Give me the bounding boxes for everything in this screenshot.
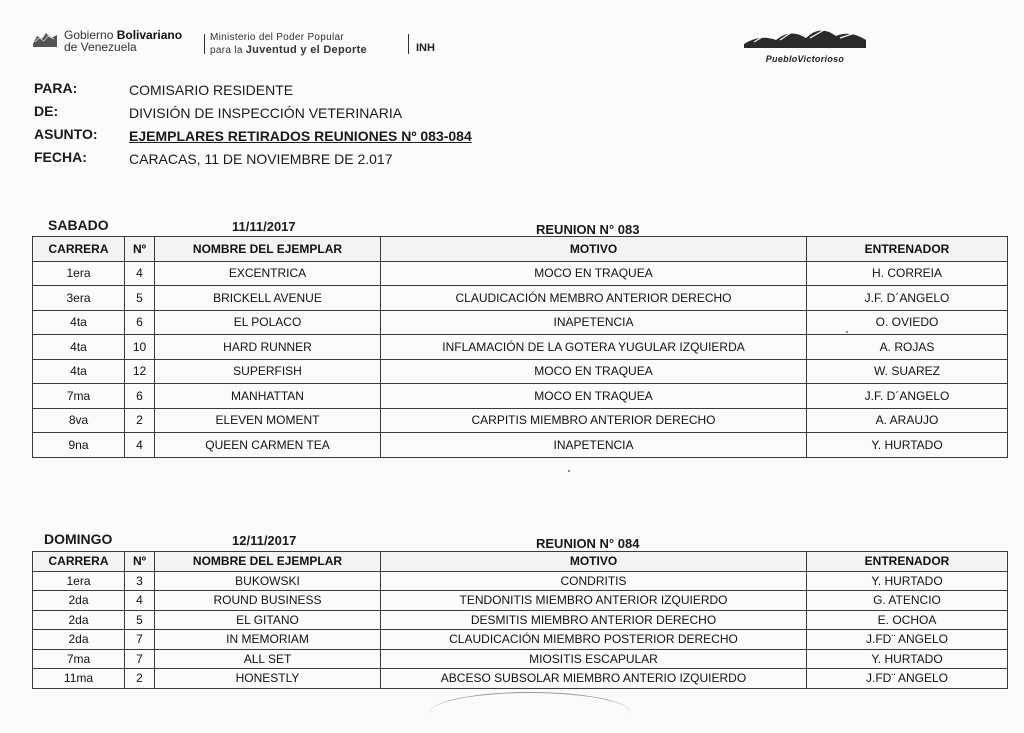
table-row bbox=[33, 384, 1008, 409]
col-carrera: CARRERA bbox=[33, 552, 125, 572]
slogan-text: PuebloVictorioso bbox=[765, 54, 845, 64]
cell-entrenador: J.FD¨ ANGELO bbox=[807, 630, 1008, 650]
cell-numero: 6 bbox=[125, 310, 155, 335]
col-carrera: CARRERA bbox=[33, 237, 125, 262]
cell-motivo: INAPETENCIA bbox=[381, 433, 807, 458]
table-row bbox=[33, 408, 1008, 433]
scan-speck bbox=[568, 470, 570, 472]
table-row bbox=[33, 310, 1008, 335]
cell-nombre: ROUND BUSINESS bbox=[155, 591, 381, 611]
table-row bbox=[33, 261, 1008, 286]
cell-entrenador: A. ROJAS bbox=[807, 335, 1008, 360]
cell-numero: 10 bbox=[125, 335, 155, 360]
cell-entrenador: H. CORREIA bbox=[807, 261, 1008, 286]
cell-carrera: 7ma bbox=[33, 649, 125, 669]
cell-nombre: EL GITANO bbox=[155, 610, 381, 630]
cell-numero: 4 bbox=[125, 433, 155, 458]
cell-numero: 6 bbox=[125, 384, 155, 409]
cell-nombre: SUPERFISH bbox=[155, 359, 381, 384]
cell-motivo: TENDONITIS MIEMBRO ANTERIOR IZQUIERDO bbox=[381, 591, 807, 611]
cell-motivo: CONDRITIS bbox=[381, 571, 807, 591]
table-row bbox=[33, 433, 1008, 458]
cell-nombre: ALL SET bbox=[155, 649, 381, 669]
stamp-partial bbox=[430, 692, 630, 733]
table-row bbox=[33, 591, 1008, 611]
fecha-label: FECHA: bbox=[34, 149, 87, 165]
cell-entrenador: W. SUAREZ bbox=[807, 359, 1008, 384]
cell-numero: 3 bbox=[125, 571, 155, 591]
table-row bbox=[33, 610, 1008, 630]
cell-nombre: HONESTLY bbox=[155, 669, 381, 689]
cell-numero: 5 bbox=[125, 286, 155, 311]
government-name: Gobierno Bolivariano de Venezuela bbox=[64, 28, 183, 54]
cell-entrenador: J.F. D´ANGELO bbox=[807, 286, 1008, 311]
cell-entrenador: Y. HURTADO bbox=[807, 433, 1008, 458]
asunto-value: EJEMPLARES RETIRADOS REUNIONES Nº 083-084 bbox=[129, 128, 472, 144]
cell-motivo: MIOSITIS ESCAPULAR bbox=[381, 649, 807, 669]
agency-acronym: INH bbox=[416, 42, 435, 54]
table-header-row bbox=[33, 552, 1008, 572]
table-row bbox=[33, 649, 1008, 669]
cell-carrera: 9na bbox=[33, 433, 125, 458]
ministry-name: Ministerio del Poder Popular para la Juventud y el Deporte bbox=[210, 32, 367, 56]
table-row bbox=[33, 669, 1008, 689]
cell-numero: 2 bbox=[125, 669, 155, 689]
section1-table bbox=[32, 236, 1008, 458]
cell-motivo: DESMITIS MIEMBRO ANTERIOR DERECHO bbox=[381, 610, 807, 630]
de-value: DIVISIÓN DE INSPECCIÓN VETERINARIA bbox=[129, 105, 403, 121]
cell-nombre: EXCENTRICA bbox=[155, 261, 381, 286]
cell-entrenador: Y. HURTADO bbox=[807, 649, 1008, 669]
cell-nombre: IN MEMORIAM bbox=[155, 630, 381, 650]
col-motivo: MOTIVO bbox=[381, 552, 807, 572]
table-row bbox=[33, 335, 1008, 360]
section2-reunion: REUNION N° 084 bbox=[536, 536, 640, 551]
section1-reunion: REUNION N° 083 bbox=[536, 222, 640, 237]
cell-carrera: 2da bbox=[33, 610, 125, 630]
cell-entrenador: O. OVIEDO bbox=[807, 310, 1008, 335]
cell-motivo: MOCO EN TRAQUEA bbox=[381, 384, 807, 409]
cell-entrenador: G. ATENCIO bbox=[807, 591, 1008, 611]
scan-speck bbox=[846, 331, 848, 333]
para-value: COMISARIO RESIDENTE bbox=[129, 82, 294, 98]
section2-date: 12/11/2017 bbox=[232, 533, 297, 548]
cell-carrera: 4ta bbox=[33, 310, 125, 335]
cell-entrenador: E. OCHOA bbox=[807, 610, 1008, 630]
cell-motivo: MOCO EN TRAQUEA bbox=[381, 261, 807, 286]
cell-nombre: MANHATTAN bbox=[155, 384, 381, 409]
col-numero: Nº bbox=[125, 552, 155, 572]
col-entrenador: ENTRENADOR bbox=[807, 237, 1008, 262]
cell-motivo: CLAUDICACIÓN MIEMBRO POSTERIOR DERECHO bbox=[381, 630, 807, 650]
cell-entrenador: J.F. D´ANGELO bbox=[807, 384, 1008, 409]
cell-entrenador: A. ARAUJO bbox=[807, 408, 1008, 433]
cell-motivo: MOCO EN TRAQUEA bbox=[381, 359, 807, 384]
cell-numero: 5 bbox=[125, 610, 155, 630]
cell-carrera: 4ta bbox=[33, 335, 125, 360]
cell-carrera: 11ma bbox=[33, 669, 125, 689]
table-row bbox=[33, 359, 1008, 384]
cell-motivo: CLAUDICACIÓN MEMBRO ANTERIOR DERECHO bbox=[381, 286, 807, 311]
table-row bbox=[33, 286, 1008, 311]
cell-numero: 2 bbox=[125, 408, 155, 433]
cell-nombre: QUEEN CARMEN TEA bbox=[155, 433, 381, 458]
cell-motivo: CARPITIS MIEMBRO ANTERIOR DERECHO bbox=[381, 408, 807, 433]
cell-carrera: 2da bbox=[33, 630, 125, 650]
col-nombre: NOMBRE DEL EJEMPLAR bbox=[155, 552, 381, 572]
cell-carrera: 7ma bbox=[33, 384, 125, 409]
cell-motivo: INAPETENCIA bbox=[381, 310, 807, 335]
cell-entrenador: Y. HURTADO bbox=[807, 571, 1008, 591]
section2-day: DOMINGO bbox=[44, 531, 113, 547]
cell-nombre: EL POLACO bbox=[155, 310, 381, 335]
col-motivo: MOTIVO bbox=[381, 237, 807, 262]
asunto-label: ASUNTO: bbox=[34, 126, 98, 142]
cell-carrera: 8va bbox=[33, 408, 125, 433]
cell-numero: 7 bbox=[125, 630, 155, 650]
table-row bbox=[33, 571, 1008, 591]
cell-numero: 4 bbox=[125, 261, 155, 286]
cell-motivo: INFLAMACIÓN DE LA GOTERA YUGULAR IZQUIERDA bbox=[381, 335, 807, 360]
cell-numero: 7 bbox=[125, 649, 155, 669]
pueblo-victorioso-logo-icon bbox=[740, 14, 870, 56]
table-header-row bbox=[33, 237, 1008, 262]
cell-carrera: 3era bbox=[33, 286, 125, 311]
cell-carrera: 1era bbox=[33, 571, 125, 591]
cell-carrera: 4ta bbox=[33, 359, 125, 384]
para-label: PARA: bbox=[34, 80, 78, 96]
cell-entrenador: J.FD¨ ANGELO bbox=[807, 669, 1008, 689]
cell-numero: 12 bbox=[125, 359, 155, 384]
section1-day: SABADO bbox=[48, 217, 109, 233]
cell-nombre: BRICKELL AVENUE bbox=[155, 286, 381, 311]
section2-table bbox=[32, 551, 1008, 689]
cell-numero: 4 bbox=[125, 591, 155, 611]
col-entrenador: ENTRENADOR bbox=[807, 552, 1008, 572]
section1-date: 11/11/2017 bbox=[232, 219, 296, 234]
cell-motivo: ABCESO SUBSOLAR MIEMBRO ANTERIO IZQUIERDO bbox=[381, 669, 807, 689]
cell-carrera: 1era bbox=[33, 261, 125, 286]
government-emblem-icon bbox=[32, 30, 58, 48]
divider bbox=[204, 34, 205, 54]
col-nombre: NOMBRE DEL EJEMPLAR bbox=[155, 237, 381, 262]
cell-carrera: 2da bbox=[33, 591, 125, 611]
divider bbox=[408, 34, 409, 54]
col-numero: Nº bbox=[125, 237, 155, 262]
cell-nombre: HARD RUNNER bbox=[155, 335, 381, 360]
fecha-value: CARACAS, 11 DE NOVIEMBRE DE 2.017 bbox=[129, 151, 393, 167]
cell-nombre: ELEVEN MOMENT bbox=[155, 408, 381, 433]
cell-nombre: BUKOWSKI bbox=[155, 571, 381, 591]
de-label: DE: bbox=[34, 103, 59, 119]
table-row bbox=[33, 630, 1008, 650]
